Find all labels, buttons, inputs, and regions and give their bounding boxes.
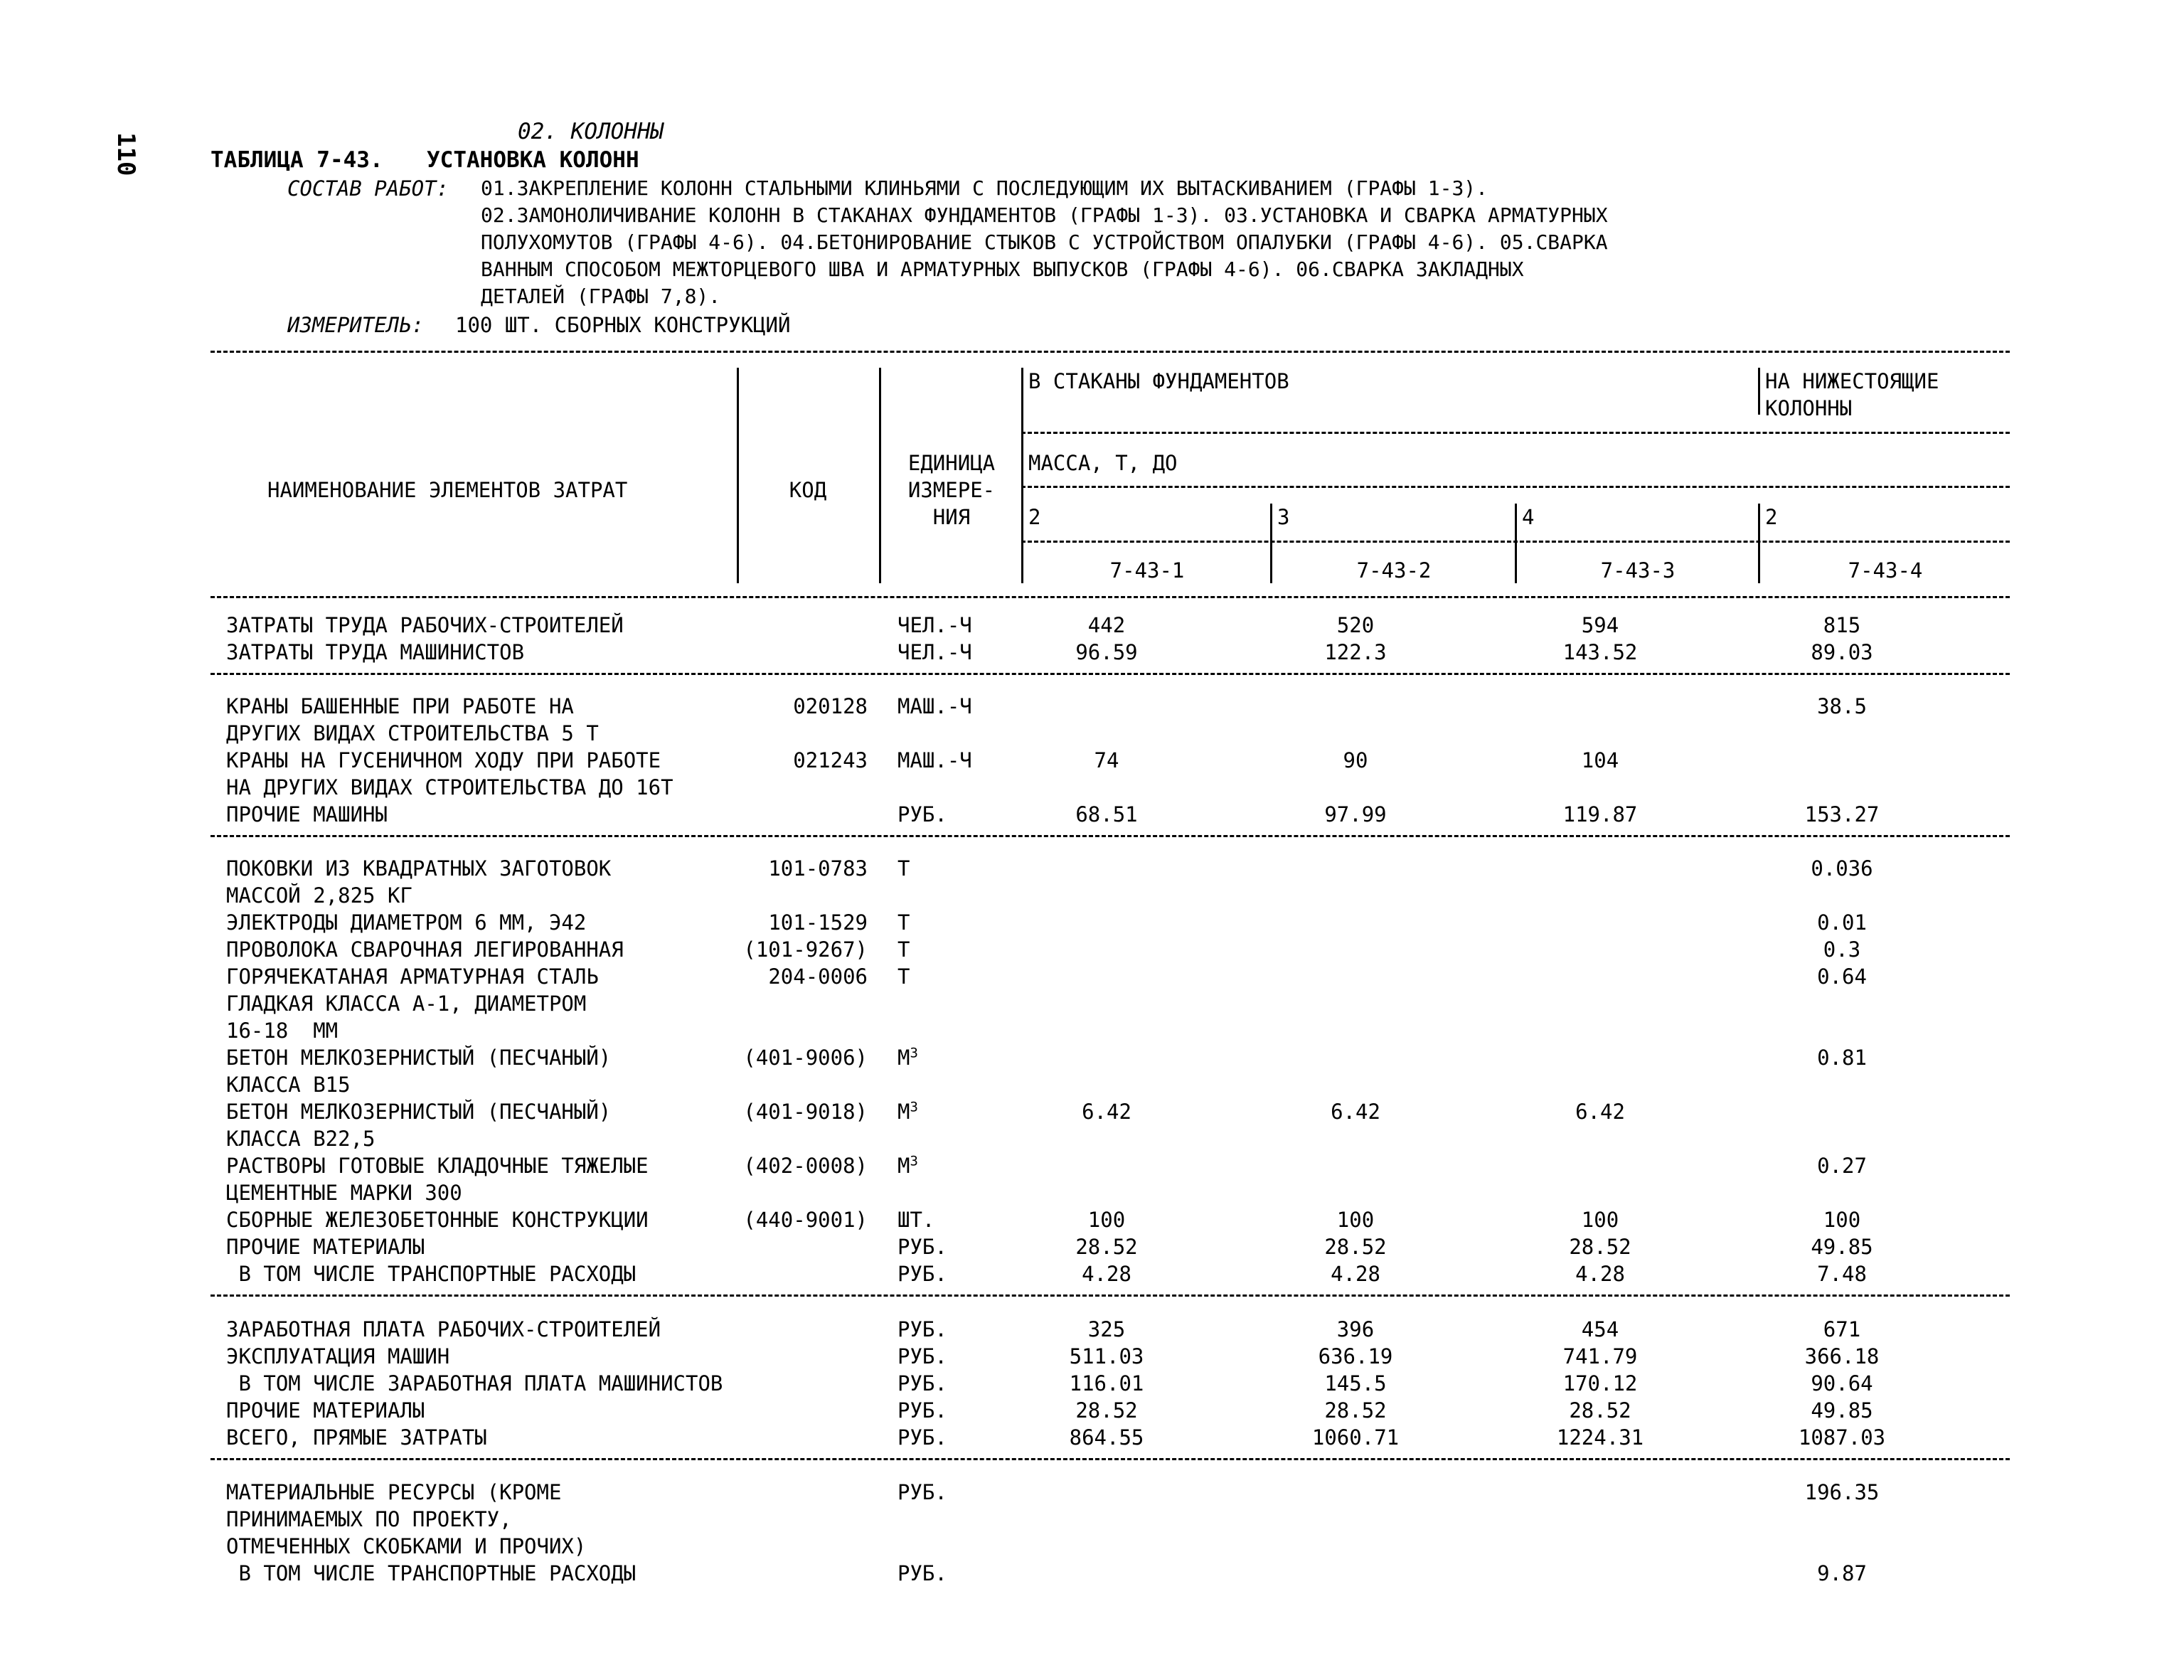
row-value: 1060.71	[1311, 1425, 1400, 1450]
row-name: СБОРНЫЕ ЖЕЛЕЗОБЕТОННЫЕ КОНСТРУКЦИИ	[226, 1208, 649, 1232]
row-value: 28.52	[1075, 1235, 1138, 1259]
header-mass-value: 4	[1522, 505, 1535, 529]
row-unit: МАШ.-Ч	[897, 694, 972, 718]
row-unit: РУБ.	[897, 802, 947, 826]
row-value: 396	[1336, 1317, 1375, 1341]
row-value: 116.01	[1069, 1371, 1144, 1395]
divider	[1515, 504, 1517, 583]
composition-line: ДЕТАЛЕЙ (ГРАФЫ 7,8).	[481, 285, 721, 308]
row-value: 97.99	[1324, 802, 1387, 826]
row-value: 90	[1343, 748, 1368, 772]
row-value: 4.28	[1575, 1262, 1625, 1286]
composition-line: 01.ЗАКРЕПЛЕНИЕ КОЛОНН СТАЛЬНЫМИ КЛИНЬЯМИ С ПОСЛЕДУЮЩИМ ИХ ВЫТАСКИВАНИЕМ (ГРАФЫ 1-3).	[481, 176, 1488, 200]
row-name: КРАНЫ БАШЕННЫЕ ПРИ РАБОТЕ НА	[226, 694, 574, 718]
row-name: РАСТВОРЫ ГОТОВЫЕ КЛАДОЧНЫЕ ТЯЖЕЛЫЕ	[226, 1154, 649, 1178]
row-value: 104	[1581, 748, 1619, 772]
row-value: 6.42	[1331, 1100, 1380, 1124]
row-value: 815	[1823, 613, 1861, 637]
row-value: 145.5	[1324, 1371, 1387, 1395]
row-value: 196.35	[1804, 1480, 1880, 1504]
row-value: 170.12	[1562, 1371, 1638, 1395]
row-value: 741.79	[1562, 1344, 1638, 1368]
row-value: 68.51	[1075, 802, 1138, 826]
divider	[1021, 486, 2010, 488]
header-name: НАИМЕНОВАНИЕ ЭЛЕМЕНТОВ ЗАТРАТ	[267, 478, 628, 502]
row-value: 0.81	[1817, 1046, 1867, 1070]
row-unit: Т	[897, 910, 910, 935]
row-code: (101-9267)	[743, 937, 868, 962]
row-value: 0.3	[1823, 937, 1861, 962]
row-value: 49.85	[1811, 1398, 1873, 1423]
row-value: 100	[1087, 1208, 1126, 1232]
unit-superscript: 3	[910, 1153, 918, 1169]
unit-superscript: 3	[910, 1099, 918, 1115]
row-value: 9.87	[1817, 1561, 1867, 1585]
row-value: 122.3	[1324, 640, 1387, 664]
row-value: 511.03	[1069, 1344, 1144, 1368]
row-unit: РУБ.	[897, 1262, 947, 1286]
header-mass-value: 3	[1277, 505, 1290, 529]
row-value: 6.42	[1575, 1100, 1625, 1124]
row-value: 442	[1087, 613, 1126, 637]
header-mass: МАССА, Т, ДО	[1028, 451, 1178, 475]
row-name: ГЛАДКАЯ КЛАССА А-1, ДИАМЕТРОМ	[226, 991, 587, 1016]
row-unit: $М^3$	[897, 1045, 918, 1070]
row-value: 0.64	[1817, 964, 1867, 989]
row-value: 366.18	[1804, 1344, 1880, 1368]
row-value: 864.55	[1069, 1425, 1144, 1450]
row-value: 0.01	[1817, 910, 1867, 935]
row-value: 0.27	[1817, 1154, 1867, 1178]
row-value: 7.48	[1817, 1262, 1867, 1286]
table-title: УСТАНОВКА КОЛОНН	[427, 147, 639, 173]
header-unit-line3: НИЯ	[932, 505, 971, 529]
row-unit: Т	[897, 856, 910, 881]
page-number: 110	[112, 132, 140, 176]
row-code: 020128	[793, 694, 868, 718]
unit-superscript: 3	[910, 1045, 918, 1061]
row-value: 28.52	[1324, 1398, 1387, 1423]
row-name: КРАНЫ НА ГУСЕНИЧНОМ ХОДУ ПРИ РАБОТЕ	[226, 748, 661, 772]
row-name: ВСЕГО, ПРЯМЫЕ ЗАТРАТЫ	[226, 1425, 487, 1450]
divider	[211, 351, 2010, 353]
row-code: 101-1529	[768, 910, 868, 935]
row-unit: ЧЕЛ.-Ч	[897, 613, 972, 637]
header-column-code: 7-43-3	[1600, 558, 1676, 583]
header-group-lower-columns-line1: НА НИЖЕСТОЯЩИЕ	[1765, 369, 1939, 393]
row-value: 100	[1336, 1208, 1375, 1232]
row-value: 594	[1581, 613, 1619, 637]
row-name: ЭЛЕКТРОДЫ ДИАМЕТРОМ 6 ММ, Э42	[226, 910, 587, 935]
row-name: ПРОВОЛОКА СВАРОЧНАЯ ЛЕГИРОВАННАЯ	[226, 937, 624, 962]
row-unit: РУБ.	[897, 1371, 947, 1395]
row-unit: Т	[897, 937, 910, 962]
row-value: 1224.31	[1556, 1425, 1644, 1450]
row-value: 143.52	[1562, 640, 1638, 664]
row-name: ПОКОВКИ ИЗ КВАДРАТНЫХ ЗАГОТОВОК	[226, 856, 612, 881]
row-unit: РУБ.	[897, 1398, 947, 1423]
divider	[211, 596, 2010, 598]
row-name: ЦЕМЕНТНЫЕ МАРКИ 300	[226, 1181, 462, 1205]
header-unit-line2: ИЗМЕРЕ-	[907, 478, 996, 502]
header-code: КОД	[789, 478, 827, 502]
row-name: В ТОМ ЧИСЛЕ ТРАНСПОРТНЫЕ РАСХОДЫ	[226, 1561, 636, 1585]
row-value: 153.27	[1804, 802, 1880, 826]
row-code: (402-0008)	[743, 1154, 868, 1178]
row-value: 49.85	[1811, 1235, 1873, 1259]
row-value: 28.52	[1075, 1398, 1138, 1423]
row-value: 6.42	[1082, 1100, 1131, 1124]
section-title: 02. КОЛОННЫ	[518, 119, 664, 144]
divider	[879, 368, 881, 583]
divider	[1021, 368, 1023, 583]
header-column-code: 7-43-1	[1109, 558, 1185, 583]
row-unit: РУБ.	[897, 1480, 947, 1504]
row-name: МАССОЙ 2,825 КГ	[226, 883, 412, 908]
composition-line: 02.ЗАМОНОЛИЧИВАНИЕ КОЛОНН В СТАКАНАХ ФУНДАМЕНТОВ (ГРАФЫ 1-3). 03.УСТАНОВКА И СВАРКА АРМАТУРНЫХ	[481, 203, 1608, 227]
row-value: 1087.03	[1798, 1425, 1886, 1450]
row-code: (401-9018)	[743, 1100, 868, 1124]
row-value: 28.52	[1569, 1235, 1631, 1259]
row-value: 0.036	[1811, 856, 1873, 881]
row-value: 90.64	[1811, 1371, 1873, 1395]
row-value: 38.5	[1817, 694, 1867, 718]
row-value: 28.52	[1324, 1235, 1387, 1259]
row-value: 96.59	[1075, 640, 1138, 664]
row-name: ПРОЧИЕ МАТЕРИАЛЫ	[226, 1235, 425, 1259]
row-unit: РУБ.	[897, 1344, 947, 1368]
row-value: 100	[1823, 1208, 1861, 1232]
row-value: 100	[1581, 1208, 1619, 1232]
composition-line: ВАННЫМ СПОСОБОМ МЕЖТОРЦЕВОГО ШВА И АРМАТУРНЫХ ВЫПУСКОВ (ГРАФЫ 4-6). 06.СВАРКА ЗАКЛАДНЫХ	[481, 257, 1524, 281]
row-value: 89.03	[1811, 640, 1873, 664]
header-mass-value: 2	[1765, 505, 1778, 529]
header-group-lower-columns-line2: КОЛОННЫ	[1765, 396, 1853, 420]
row-code: 204-0006	[768, 964, 868, 989]
row-name: БЕТОН МЕЛКОЗЕРНИСТЫЙ (ПЕСЧАНЫЙ)	[226, 1046, 612, 1070]
header-unit-line1: ЕДИНИЦА	[907, 451, 996, 475]
measure-value: 100 ШТ. СБОРНЫХ КОНСТРУКЦИЙ	[455, 313, 791, 337]
header-group-foundations: В СТАКАНЫ ФУНДАМЕНТОВ	[1028, 369, 1289, 393]
row-name: В ТОМ ЧИСЛЕ ТРАНСПОРТНЫЕ РАСХОДЫ	[226, 1262, 636, 1286]
row-code: (440-9001)	[743, 1208, 868, 1232]
row-name: НА ДРУГИХ ВИДАХ СТРОИТЕЛЬСТВА ДО 16Т	[226, 775, 673, 799]
composition-line: ПОЛУХОМУТОВ (ГРАФЫ 4-6). 04.БЕТОНИРОВАНИЕ СТЫКОВ С УСТРОЙСТВОМ ОПАЛУБКИ (ГРАФЫ 4-6). 05.СВАРКА	[481, 230, 1608, 254]
row-value: 119.87	[1562, 802, 1638, 826]
row-unit: ШТ.	[897, 1208, 935, 1232]
row-name: ОТМЕЧЕННЫХ СКОБКАМИ И ПРОЧИХ)	[226, 1534, 587, 1558]
row-value: 325	[1087, 1317, 1126, 1341]
divider	[1270, 504, 1272, 583]
row-value: 28.52	[1569, 1398, 1631, 1423]
row-value: 520	[1336, 613, 1375, 637]
row-name: ЗАТРАТЫ ТРУДА МАШИНИСТОВ	[226, 640, 525, 664]
row-name: БЕТОН МЕЛКОЗЕРНИСТЫЙ (ПЕСЧАНЫЙ)	[226, 1100, 612, 1124]
row-unit: Т	[897, 964, 910, 989]
divider	[1021, 432, 2010, 434]
row-unit: $М^3$	[897, 1153, 918, 1178]
row-value: 636.19	[1318, 1344, 1393, 1368]
row-code: (401-9006)	[743, 1046, 868, 1070]
table-label: ТАБЛИЦА 7-43.	[211, 147, 383, 173]
measure-label: ИЗМЕРИТЕЛЬ:	[287, 313, 425, 337]
divider	[211, 1294, 2010, 1297]
divider	[211, 835, 2010, 837]
row-unit: РУБ.	[897, 1235, 947, 1259]
row-unit: РУБ.	[897, 1425, 947, 1450]
row-name: ПРОЧИЕ МАТЕРИАЛЫ	[226, 1398, 425, 1423]
row-name: ПРИНИМАЕМЫХ ПО ПРОЕКТУ,	[226, 1507, 512, 1531]
header-column-code: 7-43-2	[1356, 558, 1432, 583]
row-unit: МАШ.-Ч	[897, 748, 972, 772]
row-code: 021243	[793, 748, 868, 772]
row-value: 454	[1581, 1317, 1619, 1341]
divider	[211, 1458, 2010, 1460]
row-code: 101-0783	[768, 856, 868, 881]
row-name: ЗАТРАТЫ ТРУДА РАБОЧИХ-СТРОИТЕЛЕЙ	[226, 613, 624, 637]
row-name: 16-18 ММ	[226, 1019, 339, 1043]
row-name: ДРУГИХ ВИДАХ СТРОИТЕЛЬСТВА 5 Т	[226, 721, 599, 745]
composition-label: СОСТАВ РАБОТ:	[287, 176, 449, 201]
row-value: 4.28	[1331, 1262, 1380, 1286]
row-value: 4.28	[1082, 1262, 1131, 1286]
header-mass-value: 2	[1028, 505, 1041, 529]
row-name: КЛАССА В22,5	[226, 1127, 375, 1151]
row-name: ПРОЧИЕ МАШИНЫ	[226, 802, 388, 826]
row-name: ГОРЯЧЕКАТАНАЯ АРМАТУРНАЯ СТАЛЬ	[226, 964, 599, 989]
row-name: КЛАССА В15	[226, 1073, 351, 1097]
row-name: МАТЕРИАЛЬНЫЕ РЕСУРСЫ (КРОМЕ	[226, 1480, 562, 1504]
row-unit: РУБ.	[897, 1561, 947, 1585]
header-column-code: 7-43-4	[1848, 558, 1923, 583]
row-value: 74	[1094, 748, 1119, 772]
row-unit: ЧЕЛ.-Ч	[897, 640, 972, 664]
divider	[211, 673, 2010, 675]
row-unit: $М^3$	[897, 1099, 918, 1124]
divider	[737, 368, 739, 583]
row-unit: РУБ.	[897, 1317, 947, 1341]
divider	[1758, 368, 1760, 415]
row-name: ЭКСПЛУАТАЦИЯ МАШИН	[226, 1344, 450, 1368]
row-name: ЗАРАБОТНАЯ ПЛАТА РАБОЧИХ-СТРОИТЕЛЕЙ	[226, 1317, 661, 1341]
row-name: В ТОМ ЧИСЛЕ ЗАРАБОТНАЯ ПЛАТА МАШИНИСТОВ	[226, 1371, 723, 1395]
divider	[1758, 504, 1760, 583]
row-value: 671	[1823, 1317, 1861, 1341]
